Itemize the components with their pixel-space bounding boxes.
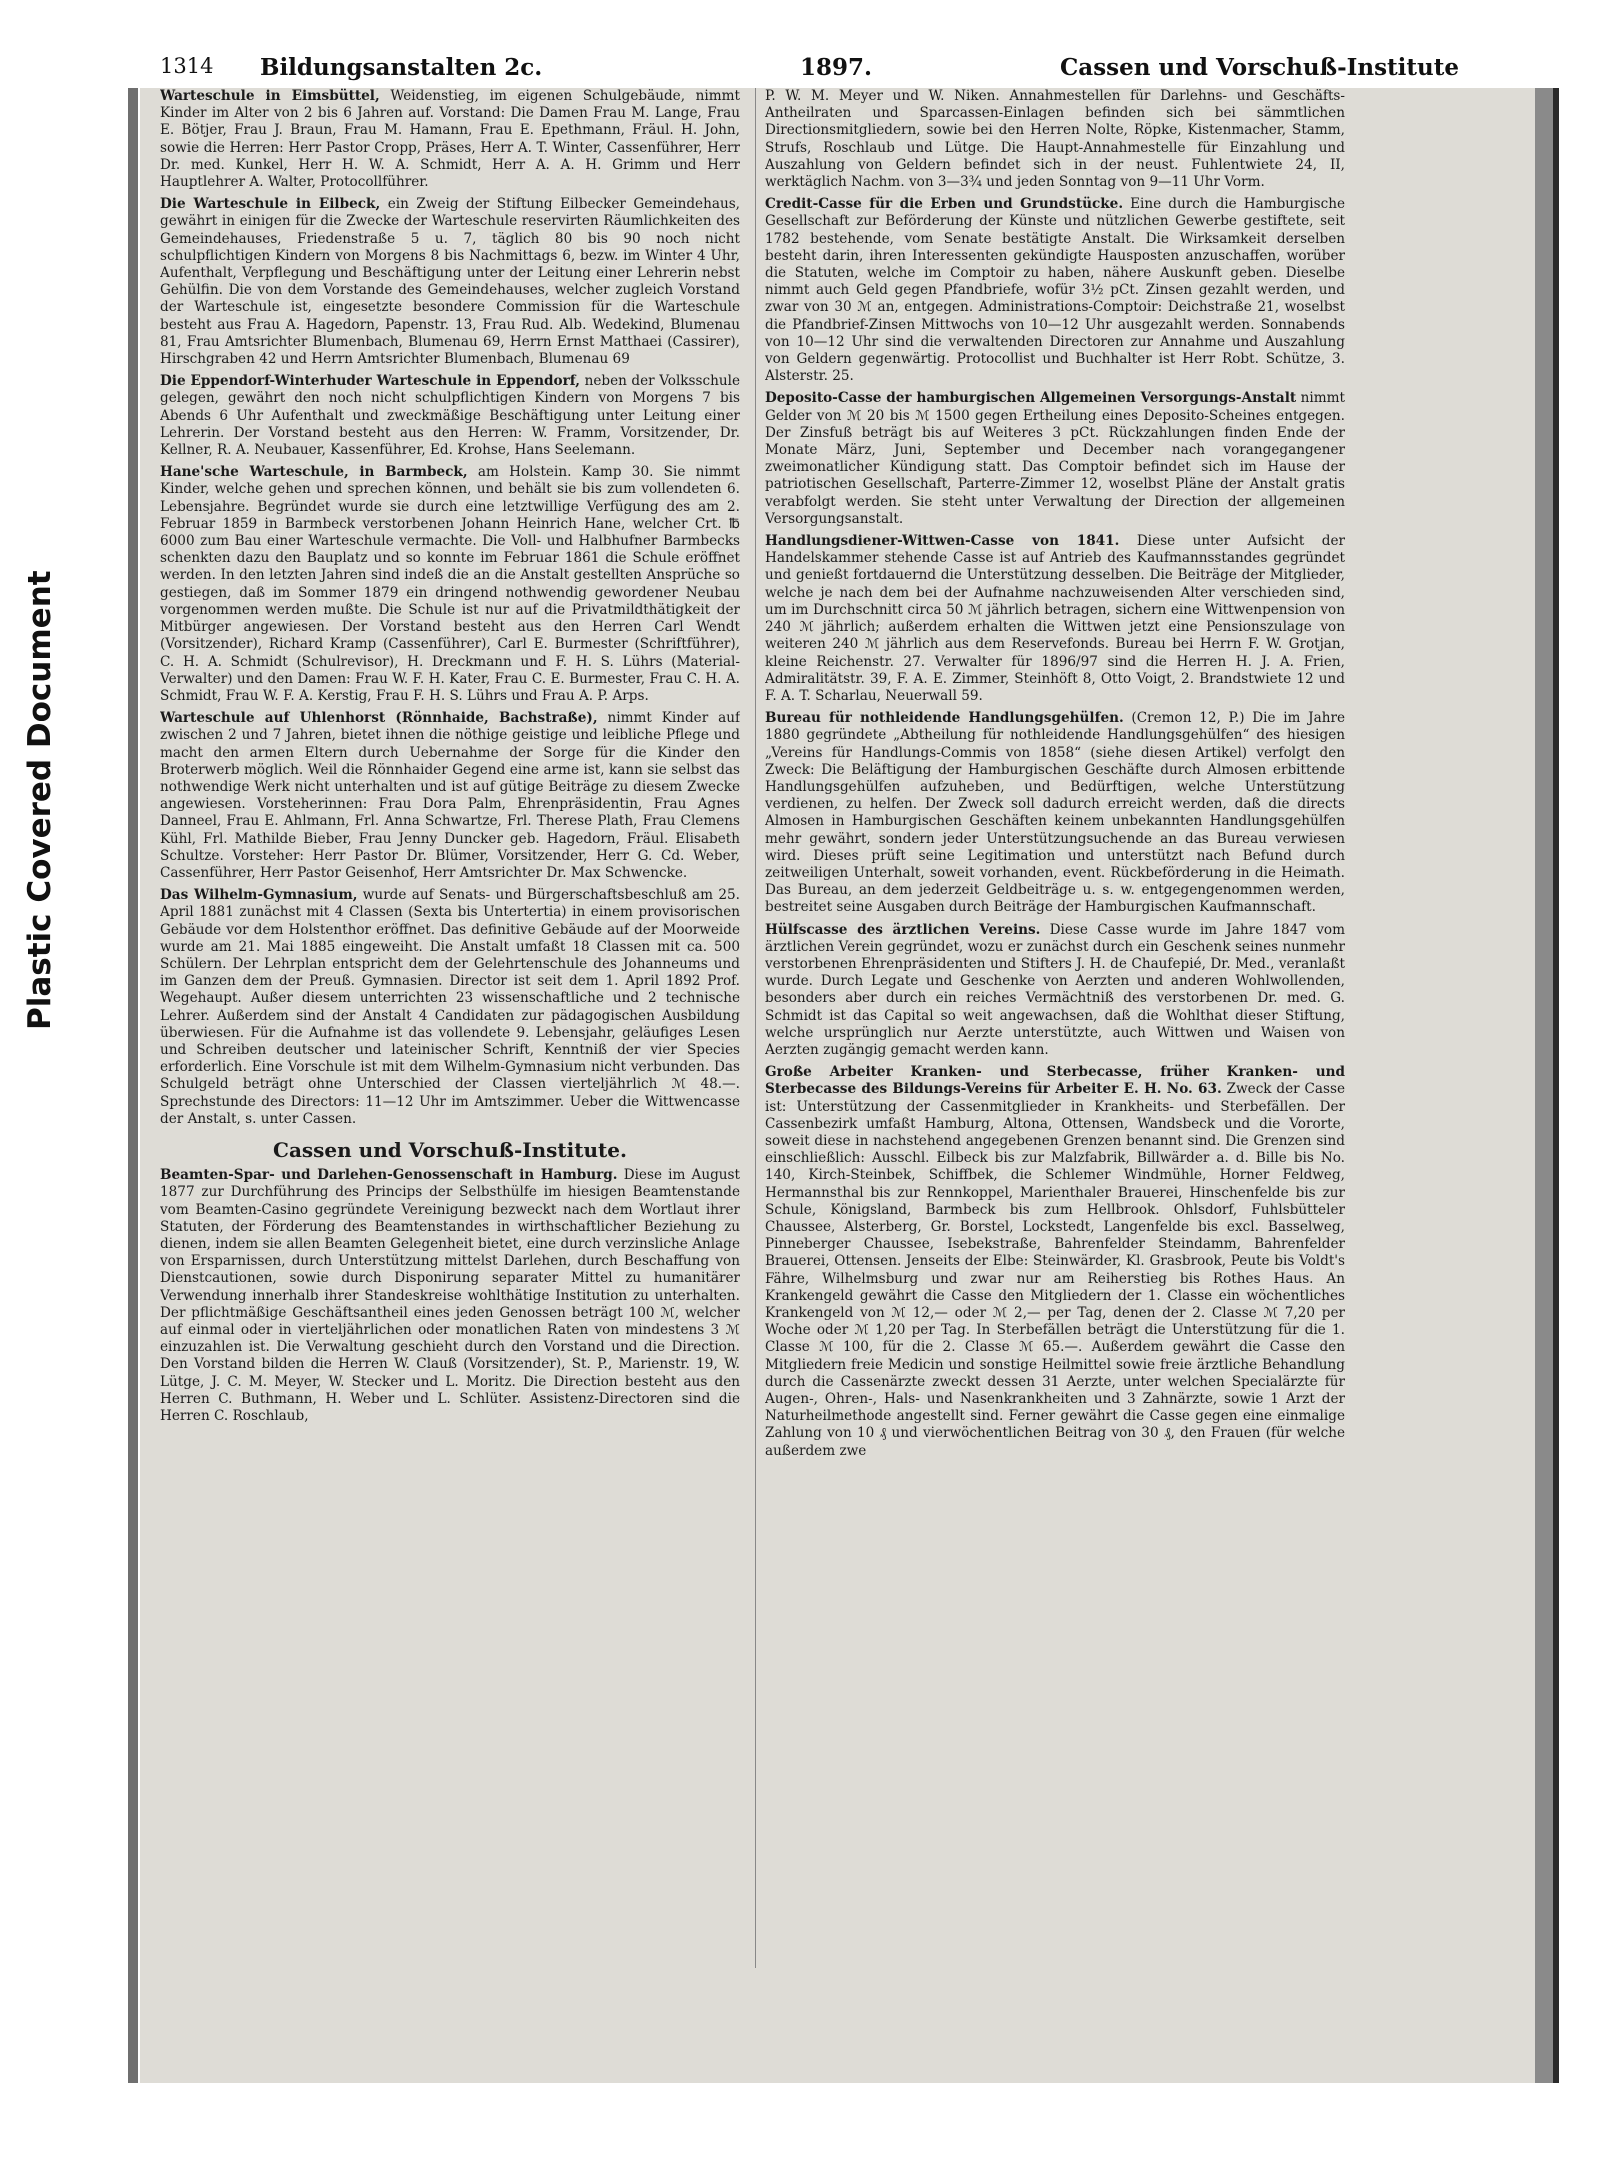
entry-text: Zweck der Casse ist: Unterstützung der Cassenmitglieder in Krankheits- und Sterbefällen. Der Cassenbezirk umfaßt Hamburg, Altona, Ottensen, Wandsbeck und die Vororte, soweit diese in nachstehend angegebenen Grenzen benannt sind. Die Grenzen sind einschließlich: Ausschl. Eilbeck bis zur Malzfabrik, Billwärder a. d. Bille bis No. 140, Kirch-Steinbek, Schiffbek, die Schlemer Windmühle, Horner Feldweg, Hermannsthal bis zur Rennkoppel, Marienthaler Brauerei, Hinschenfelde bis zur Schule, Königsland, Barmbeck bis zum Hellbrook. Ohlsdorf, Fuhlsbütteler Chaussee, Alsterberg, Gr. Borstel, Lockstedt, Langenfelde bis excl. Basselweg, Pinneberger Chaussee, Isebekstraße, Bahrenfelder Steindamm, Bahrenfelder Brauerei, Ottensen. Jenseits der Elbe: Steinwärder, Kl. Grasbrook, Peute bis Voldt's Fähre, Wilhelmsburg und zwar nur am Reiherstieg bis Rothes Haus. An Krankengeld gewährt die Casse den Mitgliedern der 1. Classe ein wöchentliches Krankengeld von ℳ 12,— oder ℳ 2,— per Tag, denen der 2. Classe ℳ 7,20 per Woche oder ℳ 1,20 per Tag. In Sterbefällen beträgt die Unterstützung für die 1. Classe ℳ 100, für die 2. Classe ℳ 65.—. Außerdem gewährt die Casse den Mitgliedern freie Medicin und sonstige Heilmittel sowie freie ärztliche Behandlung durch die Cassenärzte zweckt dessen 31 Aerzte, unter welchen Specialärzte für Augen-, Ohren-, Hals- und Nasenkrankheiten und 3 Zahnärzte, sowie 1 Arzt der Naturheilmethode angestellt sind. Ferner gewährt die Casse gegen eine einmalige Zahlung von 10 ₰ und vierwöchentlichen Beitrag von 30 ₰, den Frauen (für welche außerdem zwe bbox=[765, 1081, 1345, 1459]
entry bbox=[765, 88, 1345, 191]
entry bbox=[160, 373, 740, 459]
header-right-title: Cassen und Vorschuß-Institute bbox=[1060, 54, 1460, 81]
entry-title: Bureau für nothleidende Handlungsgehülfen. bbox=[765, 710, 1124, 727]
entry-text: wurde auf Senats- und Bürgerschaftsbeschluß am 25. April 1881 zunächst mit 4 Classen (Sexta bis Untertertia) in einem provisorischen Gebäude vor dem Holstenthor eröffnet. Das definitive Gebäude auf der Moorweide wurde am 21. Mai 1885 eingeweiht. Die Anstalt umfaßt 18 Classen mit ca. 500 Schülern. Der Lehrplan entspricht dem der Gelehrtenschule des Johanneums und im Ganzen dem der Preuß. Gymnasien. Director ist seit dem 1. April 1892 Prof. Wegehaupt. Außer diesem unterrichten 23 wissenschaftliche und 2 technische Lehrer. Außerdem sind der Anstalt 4 Candidaten zur pädagogischen Ausbildung überwiesen. Für die Aufnahme ist das vollendete 9. Lebensjahr, geläufiges Lesen und Schreiben deutscher und lateinischer Schrift, Kenntniß der vier Species erforderlich. Eine Vorschule ist mit dem Wilhelm-Gymnasium nicht verbunden. Das Schulgeld beträgt ohne Unterschied der Classen vierteljährlich ℳ 48.—. Sprechstunde des Directors: 11—12 Uhr im Amtszimmer. Ueber die Wittwencasse der Anstalt, s. unter Cassen. bbox=[160, 887, 740, 1127]
entry-text: Diese unter Aufsicht der Handelskammer stehende Casse ist auf Antrieb des Kaufmannsstandes gegründet und genießt fortdauernd die Unterstützung desselben. Die Beiträge der Mitglieder, welche je nach dem bei der Aufnahme nachzuweisenden Alter verschieden sind, um im Durchschnitt circa 50 ℳ jährlich betragen, sichern eine Wittwenpension von 240 ℳ jährlich; außerdem erhalten die Wittwen jetzt eine Pensionszulage von weiteren 240 ℳ jährlich aus dem Reservefonds. Bureau bei Herrn F. W. Grotjan, kleine Reichenstr. 27. Verwalter für 1896/97 sind die Herren H. J. A. Frien, Admiralitätstr. 39, F. A. E. Zimmer, Steinhöft 8, Otto Voigt, 2. Brandstwiete 12 und F. A. T. Scharlau, Neuerwall 59. bbox=[765, 533, 1345, 704]
entry-title: Die Eppendorf-Winterhuder Warteschule in Eppendorf, bbox=[160, 373, 581, 390]
entry-text: ein Zweig der Stiftung Eilbecker Gemeindehaus, gewährt in einigen für die Zwecke der Warteschule reservirten Räumlichkeiten des Gemeindehauses, Friedenstraße 5 u. 7, täglich 80 bis 90 noch nicht schulpflichtigen Kindern von Morgens 8 bis Nachmittags 6, bezw. im Winter 4 Uhr, Aufenthalt, Verpflegung und Beschäftigung unter der Leitung einer Lehrerin nebst Gehülfin. Die von dem Vorstande des Gemeindehauses, welcher zugleich Vorstand der Warteschule ist, eingesetzte besondere Commission für die Warteschule besteht aus Frau A. Hagedorn, Papenstr. 13, Frau Rud. Alb. Wedekind, Blumenau 81, Frau Amtsrichter Blumenbach, Blumenau 69, Herrn Ernst Matthaei (Cassirer), Hirschgraben 42 und Herrn Amtsrichter Blumenbach, Blumenau 69 bbox=[160, 196, 740, 368]
entry-title: Beamten-Spar- und Darlehen-Genossenschaft in Hamburg. bbox=[160, 1167, 618, 1184]
entry-text: Eine durch die Hamburgische Gesellschaft zur Beförderung der Künste und nützlichen Gewerbe gestiftete, seit 1782 bestehende, vom Senate bestätigte Anstalt. Die Wirksamkeit derselben besteht darin, ihren Interessenten gekündigte Hausposten anzuschaffen, worüber die Statuten, welche im Comptoir zu haben, nähere Auskunft geben. Dieselbe nimmt auch Geld gegen Pfandbriefe, wofür 3½ pCt. Zinsen gezahlt werden, und zwar von 30 ℳ an, entgegen. Administrations-Comptoir: Deichstraße 21, woselbst die Pfandbrief-Zinsen Mittwochs von 10—12 Uhr ausgezahlt werden. Sonnabends von 10—12 Uhr sind die verwaltenden Directoren zur Annahme und Auszahlung von Geldern gegenwärtig. Protocollist und Buchhalter ist Herr Robt. Schütze, 3. Alsterstr. 25. bbox=[765, 196, 1345, 385]
entry-title: Credit-Casse für die Erben und Grundstücke. bbox=[765, 196, 1124, 213]
running-header bbox=[160, 48, 1460, 88]
entry bbox=[765, 390, 1345, 528]
entry-title: Die Warteschule in Eilbeck, bbox=[160, 196, 381, 213]
entry-title: Handlungsdiener-Wittwen-Casse von 1841. bbox=[765, 533, 1120, 550]
entry bbox=[765, 196, 1345, 385]
entry-text: neben der Volksschule gelegen, gewährt den noch nicht schulpflichtigen Kindern von Morgens 7 bis Abends 6 Uhr Aufenthalt und zweckmäßige Beschäftigung unter Leitung einer Lehrerin. Der Vorstand besteht aus den Herren: W. Framm, Vorsitzender, Dr. Kellner, R. A. Neubauer, Kassenführer, Ed. Krohse, Hans Seelemann. bbox=[160, 373, 740, 459]
entry-title: Hane'sche Warteschule, in Barmbeck, bbox=[160, 464, 468, 481]
entry-text: Diese im August 1877 zur Durchführung des Princips der Selbsthülfe im hiesigen Beamtenstande vom Beamten-Casino gegründete Vereinigung bezweckt nach dem Wortlaut ihrer Statuten, der Förderung des Beamtenstandes in wirthschaftlicher Beziehung zu dienen, indem sie allen Beamten Gelegenheit bietet, eine durch verzinsliche Anlage von Ersparnissen, durch Unterstützung mittelst Darlehen, durch Beschaffung von Dienstcautionen, sowie durch Disponirung separater Mittel zu humanitärer Verwendung innerhalb ihrer Standeskreise wohlthätige Institution zu unterhalten. Der pflichtmäßige Geschäftsantheil eines jeden Genossen beträgt 100 ℳ, welcher auf einmal oder in vierteljährlichen oder monatlichen Raten von mindestens 3 ℳ einzuzahlen ist. Die Verwaltung geschieht durch den Vorstand und die Direction. Den Vorstand bilden die Herren W. Clauß (Vorsitzender), St. P., Marienstr. 19, W. Lütge, J. C. M. Meyer, W. Stecker und L. Moritz. Die Direction besteht aus den Herren C. Buthmann, H. Weber und L. Schlüter. Assistenz-Directoren sind die Herren C. Roschlaub, bbox=[160, 1167, 740, 1425]
entry-title: Große Arbeiter Kranken- und Sterbecasse, früher Kranken- und Sterbecasse des Bildungs-Vereins für Arbeiter E. H. No. 63. bbox=[765, 1064, 1345, 1098]
section-heading: Cassen und Vorschuß-Institute. bbox=[273, 1137, 627, 1162]
entry bbox=[160, 1167, 740, 1425]
entry bbox=[160, 464, 740, 705]
entry-text: P. W. M. Meyer und W. Niken. Annahmestellen für Darlehns- und Geschäfts-Antheilraten und Sparcassen-Einlagen befinden sich bei sämmtlichen Directionsmitgliedern, sowie bei den Herren Nolte, Röpke, Kistenmacher, Stamm, Strufs, Roschlaub und Lütge. Die Haupt-Annahmestelle für Einzahlung und Auszahlung von Geldern befindet sich in der neust. Fuhlentwiete 24, II, werktäglich Nachm. von 3—3¾ und jeden Sonntag von 9—11 Uhr Vorm. bbox=[765, 88, 1345, 191]
page-number: 1314 bbox=[160, 54, 214, 78]
entry-title: Das Wilhelm-Gymnasium, bbox=[160, 887, 358, 904]
entry-text: Diese Casse wurde im Jahre 1847 vom ärztlichen Verein gegründet, wozu er zunächst durch ein Geschenk seines nunmehr verstorbenen Ehrenpräsidenten und Stifters J. H. de Chaufepié, Dr. Med., veranlaßt wurde. Durch Legate und Geschenke von Aerzten und anderen Wohlwollenden, besonders aber durch ein reiches Vermächtniß des verstorbenen Dr. med. G. Schmidt ist das Capital so weit angewachsen, daß die Wohlthat dieser Stiftung, welche ursprünglich nur Aerzte unterstützte, auch Wittwen und Waisen von Aerzten zugängig gemacht werden kann. bbox=[765, 921, 1345, 1058]
header-year: 1897. bbox=[800, 54, 873, 81]
left-column bbox=[160, 88, 740, 1968]
entry bbox=[160, 196, 740, 368]
entry bbox=[765, 710, 1345, 916]
entry bbox=[765, 922, 1345, 1060]
header-left-title: Bildungsanstalten 2c. bbox=[260, 54, 543, 81]
entry-text: nimmt Kinder auf zwischen 2 und 7 Jahren, bietet ihnen die nöthige geistige und leibliche Pflege und macht den armen Eltern durch Uebernahme der Sorge für die Kinder den Broterwerb möglich. Weil die Rönnhaider Gegend eine arme ist, kann sie selbst das nothwendige Werk nicht unterhalten und ist auf gütige Beiträge zu diesem Zwecke angewiesen. Vorsteherinnen: Frau Dora Palm, Ehrenpräsidentin, Frau Agnes Danneel, Frau E. Ahlmann, Frl. Anna Schwartze, Frl. Therese Plath, Frau Clemens Kühl, Frl. Mathilde Bieber, Frau Jenny Duncker geb. Hagedorn, Fräul. Elisabeth Schultze. Vorsteher: Herr Pastor Dr. Blümer, Vorsitzender, Herr G. Cd. Weber, Cassenführer, Herr Pastor Geisenhof, Herr Amtsrichter Dr. Max Schwencke. bbox=[160, 710, 740, 881]
entry bbox=[160, 88, 740, 191]
entry bbox=[765, 1064, 1345, 1460]
entry bbox=[160, 887, 740, 1128]
entry-text: nimmt Gelder von ℳ 20 bis ℳ 1500 gegen Ertheilung eines Deposito-Scheines entgegen. Der Zinsfuß beträgt bis auf Weiteres 3 pCt. Rückzahlungen finden Ende der Monate März, Juni, September und December nach vorangegangener zweimonatlicher Kündigung statt. Das Comptoir befindet sich im Hause der patriotischen Gesellschaft, Parterre-Zimmer 12, woselbst Pläne der Anstalt gratis verabfolgt werden. Sie steht unter Verwaltung der Direction der allgemeinen Versorgungsanstalt. bbox=[765, 390, 1345, 527]
overlay-label: Plastic Covered Document bbox=[22, 570, 58, 1030]
scan-left-strip bbox=[128, 88, 138, 2083]
column-divider bbox=[755, 88, 756, 1968]
entry-text: Weidenstieg, im eigenen Schulgebäude, nimmt Kinder im Alter von 2 bis 6 Jahren auf. Vorstand: Die Damen Frau M. Lange, Frau E. Bötjer, Frau J. Braun, Frau M. Hamann, Frau E. Epethmann, Fräul. H. John, sowie die Herren: Herr Pastor Cropp, Präses, Herr A. T. Winter, Cassenführer, Herr Dr. med. Kunkel, Herr H. W. A. Schmidt, Herr A. A. H. Grimm und Herr Hauptlehrer A. Walter, Protocollführer. bbox=[160, 88, 740, 191]
entry-title: Deposito-Casse der hamburgischen Allgemeinen Versorgungs-Anstalt bbox=[765, 390, 1297, 407]
entry-title: Hülfscasse des ärztlichen Vereins. bbox=[765, 921, 1041, 938]
entry-title: Warteschule auf Uhlenhorst (Rönnhaide, Bachstraße), bbox=[160, 710, 598, 727]
page-right-edge bbox=[1535, 88, 1553, 2083]
page-right-shadow bbox=[1553, 88, 1559, 2083]
entry bbox=[160, 710, 740, 882]
entry bbox=[765, 533, 1345, 705]
entry-text: (Cremon 12, P.) Die im Jahre 1880 gegründete „Abtheilung für nothleidende Handlungsgehülfen“ des hiesigen „Vereins für Handlungs-Commis von 1858“ (siehe diesen Artikel) verfolgt den Zweck: Die Beläftigung der Hamburgischen Geschäfte durch Almosen erbittende Handlungsgehülfen aufzuheben, und Bedürftigen, welche Unterstützung verdienen, zu helfen. Der Zweck soll dadurch erreicht werden, daß die directs Almosen in Hamburgischen Geschäften keinem unbekannten Handlungsgehülfen mehr gewährt, sondern jeder Unterstützungsuchende an das Bureau verwiesen wird. Dieses prüft seine Legitimation und unterstützt nach Befund durch zeitweiligen Unterhalt, soweit vorhanden, event. Rückbeförderung in die Heimath. Das Bureau, an dem jederzeit Geldbeiträge u. s. w. entgegengenommen werden, bestreitet seine Ausgaben durch Beiträge der Hamburgischen Kaufmannschaft. bbox=[765, 710, 1345, 916]
right-column bbox=[765, 88, 1345, 1968]
entry-text: am Holstein. Kamp 30. Sie nimmt Kinder, welche gehen und sprechen können, und behält sie bis zum vollendeten 6. Lebensjahre. Begründet wurde sie durch eine letztwillige Verfügung des am 2. Februar 1859 in Barmbeck verstorbenen Johann Heinrich Hane, welcher Crt. ℔ 6000 zum Bau einer Warteschule vermachte. Die Voll- und Halbhufner Barmbecks schenkten dazu den Bauplatz und so konnte im Februar 1861 die Schule eröffnet werden. In den letzten Jahren sind indeß die an die Anstalt gestellten Ansprüche so gestiegen, daß im Sommer 1879 ein dringend nothwendig gewordener Neubau vorgenommen werden mußte. Die Schule ist nur auf die Privatmildthätigkeit der Mitbürger angewiesen. Der Vorstand besteht aus den Herren Carl Wendt (Vorsitzender), Richard Kramp (Cassenführer), Carl E. Burmester (Schriftführer), C. H. A. Schmidt (Schulrevisor), H. Dreckmann und F. H. S. Lührs (Material-Verwalter) und den Damen: Frau W. F. H. Kater, Frau C. E. Burmester, Frau C. H. A. Schmidt, Frau W. F. A. Kerstig, Frau F. H. S. Lührs und Frau A. P. Arps. bbox=[160, 464, 740, 704]
entry-title: Warteschule in Eimsbüttel, bbox=[160, 88, 380, 104]
